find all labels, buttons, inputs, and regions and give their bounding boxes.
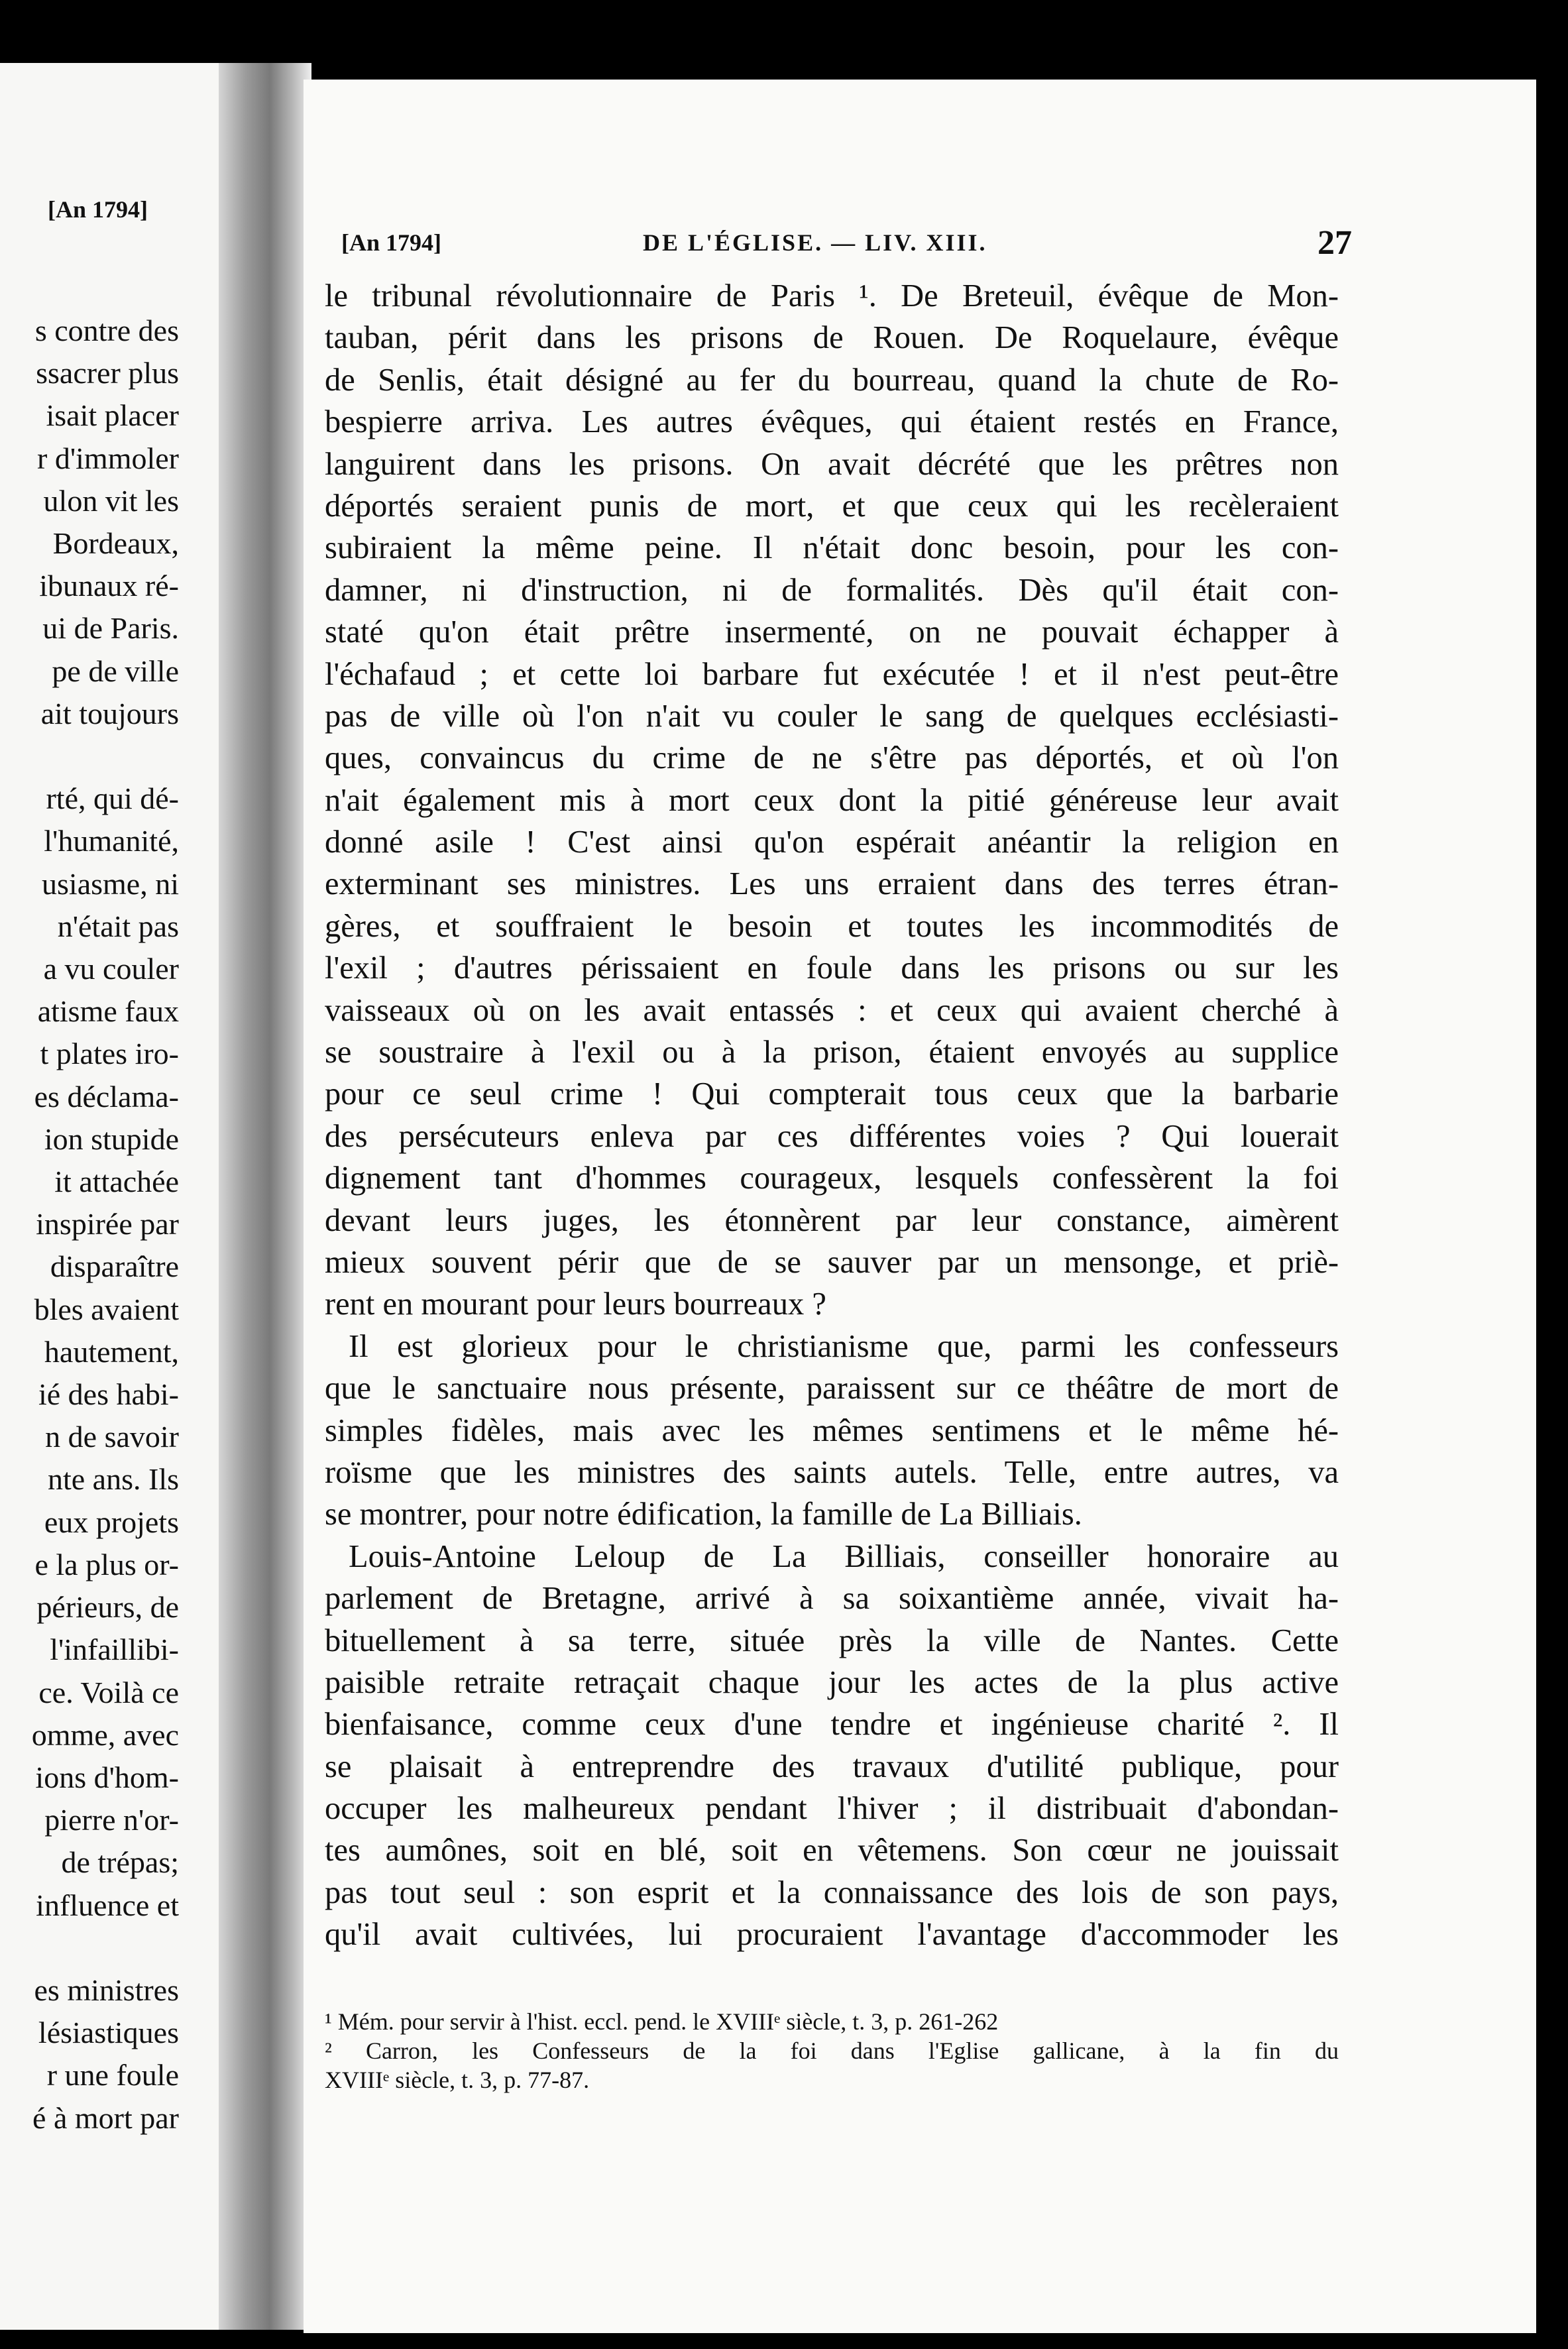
text-line: simples fidèles, mais avec les mêmes sentimens et le même hé- (325, 1412, 1339, 1448)
text-line: devant leurs juges, les étonnèrent par leur constance, aimèrent (325, 1202, 1339, 1238)
left-page-line: es ministres (34, 1973, 179, 2007)
text-line: staté qu'on était prêtre insermenté, on ne pouvait échapper à (325, 614, 1339, 650)
left-page-line: pe de ville (52, 654, 179, 688)
left-page-line: n de savoir (45, 1420, 179, 1454)
text-line: vaisseaux où on les avait entassés : et ceux qui avaient cherché à (325, 992, 1339, 1028)
left-page-line: ion stupide (44, 1121, 179, 1156)
left-page-line: e la plus or- (34, 1547, 179, 1581)
text-line: mieux souvent périr que de se sauver par un mensonge, et priè- (325, 1244, 1339, 1280)
book-gutter-shadow (219, 63, 311, 2330)
text-line: pas tout seul : son esprit et la connaissance des lois de son pays, (325, 1874, 1339, 1910)
text-line: Louis-Antoine Leloup de La Billiais, conseiller honoraire au (349, 1538, 1339, 1574)
left-page-line: ssacrer plus (36, 356, 179, 390)
left-page-line: omme, avec (31, 1717, 179, 1752)
text-line: bituellement à sa terre, située près la ville de Nantes. Cette (325, 1623, 1339, 1658)
left-page-line: bles avaient (34, 1292, 179, 1326)
footnote: ² Carron, les Confesseurs de la foi dans l'Eglise gallicane, à la fin du (325, 2037, 1339, 2064)
text-line: se montrer, pour notre édification, la famille de La Billiais. (325, 1497, 1082, 1532)
left-page-line: it attachée (54, 1165, 179, 1199)
left-page-line (32, 1927, 179, 1969)
left-page-line: s contre des (34, 314, 179, 347)
text-line: que le sanctuaire nous présente, paraissent sur ce théâtre de mort de (325, 1371, 1339, 1406)
left-page-line: disparaître (50, 1249, 179, 1284)
left-page-line: é à mort par (32, 2100, 179, 2135)
left-page-line: ui de Paris. (42, 611, 179, 646)
left-page-line: a vu couler (43, 952, 179, 986)
left-page-line: Bordeaux, (52, 526, 179, 561)
left-page-line: inspirée par (36, 1207, 179, 1241)
text-line: de Senlis, était désigné au fer du bourreau, quand la chute de Ro- (325, 362, 1339, 398)
text-line: damner, ni d'instruction, ni de formalités. Dès qu'il était con- (325, 572, 1339, 608)
left-page-line: t plates iro- (40, 1037, 179, 1071)
facing-page-left (0, 63, 219, 2330)
left-page-line: ibunaux ré- (39, 569, 179, 603)
text-line: rent en mourant pour leurs bourreaux ? (325, 1287, 826, 1322)
text-line: ques, convaincus du crime de ne s'être pas déportés, et où l'on (325, 740, 1339, 776)
text-line: se plaisait à entreprendre des travaux d'utilité publique, pour (325, 1748, 1339, 1784)
text-line: tes aumônes, soit en blé, soit en vêtemens. Son cœur ne jouissait (325, 1833, 1339, 1868)
text-line: l'échafaud ; et cette loi barbare fut exécutée ! et il n'est peut-être (325, 656, 1339, 692)
left-page-line: l'humanité, (44, 824, 179, 858)
left-page-line: périeurs, de (36, 1590, 179, 1625)
page-number: 27 (1317, 224, 1352, 262)
left-page-line: ce. Voilà ce (38, 1675, 179, 1709)
left-page-line: ait toujours (40, 696, 179, 730)
text-line: roïsme que les ministres des saints autels. Telle, entre autres, va (325, 1454, 1339, 1490)
text-line: bespierre arriva. Les autres évêques, qui étaient restés en France, (325, 404, 1339, 440)
text-line: dignement tant d'hommes courageux, lesquels confessèrent la foi (325, 1161, 1339, 1196)
text-line: le tribunal révolutionnaire de Paris ¹. De Breteuil, évêque de Mon- (325, 278, 1339, 314)
text-line: déportés seraient punis de mort, et que ceux qui les recèleraient (325, 488, 1339, 524)
text-line: pas de ville où l'on n'ait vu couler le sang de quelques ecclésiasti- (325, 698, 1339, 734)
left-page-line: usiasme, ni (42, 866, 179, 901)
running-head-year: [An 1794] (341, 229, 441, 256)
left-page-line: eux projets (44, 1505, 179, 1539)
left-page-text (32, 310, 179, 2140)
body-text (325, 275, 1339, 1956)
text-line: n'ait également mis à mort ceux dont la pitié généreuse leur avait (325, 782, 1339, 818)
text-line: occuper les malheureux pendant l'hiver ; il distribuait d'abondan- (325, 1791, 1339, 1827)
text-line: qu'il avait cultivées, lui procuraient l'avantage d'accommoder les (325, 1917, 1339, 1953)
left-page-line: ions d'hom- (35, 1760, 179, 1794)
running-head-title: DE L'ÉGLISE. — LIV. XIII. (643, 229, 987, 256)
running-head (341, 224, 1352, 262)
left-page-line: ulon vit les (43, 483, 179, 518)
text-line: Il est glorieux pour le christianisme que, parmi les confesseurs (349, 1328, 1339, 1364)
left-page-line: pierre n'or- (44, 1803, 179, 1837)
left-page-line: r une foule (46, 2058, 179, 2092)
left-page-line: isait placer (46, 398, 179, 433)
text-line: se soustraire à l'exil ou à la prison, étaient envoyés au supplice (325, 1035, 1339, 1070)
left-page-line: atisme faux (37, 994, 179, 1029)
text-line: l'exil ; d'autres périssaient en foule dans les prisons ou sur les (325, 950, 1339, 986)
text-line: languirent dans les prisons. On avait décrété que les prêtres non (325, 446, 1339, 482)
text-line: donné asile ! C'est ainsi qu'on espérait anéantir la religion en (325, 825, 1339, 860)
left-page-line: rté, qui dé- (46, 781, 179, 816)
left-page-line: l'infaillibi- (50, 1633, 179, 1667)
left-page-line: es déclama- (34, 1079, 179, 1114)
text-line: parlement de Bretagne, arrivé à sa soixantième année, vivait ha- (325, 1581, 1339, 1617)
text-line: exterminant ses ministres. Les uns erraient dans des terres étran- (325, 866, 1339, 902)
left-page-line: influence et (36, 1888, 179, 1922)
text-line: pour ce seul crime ! Qui compterait tous ceux que la barbarie (325, 1076, 1339, 1112)
text-line: tauban, périt dans les prisons de Rouen. De Roquelaure, évêque (325, 320, 1339, 356)
left-page-line: n'était pas (57, 909, 179, 943)
left-page-line: lésiastiques (38, 2016, 179, 2050)
left-page-line: ié des habi- (38, 1377, 179, 1412)
footnote: ¹ Mém. pour servir à l'hist. eccl. pend. le XVIIIᵉ siècle, t. 3, p. 261-262 (325, 2008, 999, 2035)
text-line: des persécuteurs enleva par ces différentes voies ? Qui louerait (325, 1118, 1339, 1154)
left-page-line: hautement, (44, 1334, 179, 1369)
left-page-running-head: [An 1794] (48, 196, 148, 223)
text-line: gères, et souffraient le besoin et toutes les incommodités de (325, 908, 1339, 944)
text-line: subiraient la même peine. Il n'était donc besoin, pour les con- (325, 530, 1339, 566)
left-page-line: nte ans. Ils (47, 1462, 179, 1497)
left-page-line (32, 735, 179, 777)
footnote: XVIIIᵉ siècle, t. 3, p. 77-87. (325, 2067, 590, 2093)
footnotes (325, 2007, 1339, 2094)
text-line: bienfaisance, comme ceux d'une tendre et ingénieuse charité ². Il (325, 1707, 1339, 1743)
left-page-line: de trépas; (61, 1845, 179, 1880)
left-page-line: r d'immoler (37, 441, 179, 475)
text-line: paisible retraite retraçait chaque jour les actes de la plus active (325, 1664, 1339, 1700)
